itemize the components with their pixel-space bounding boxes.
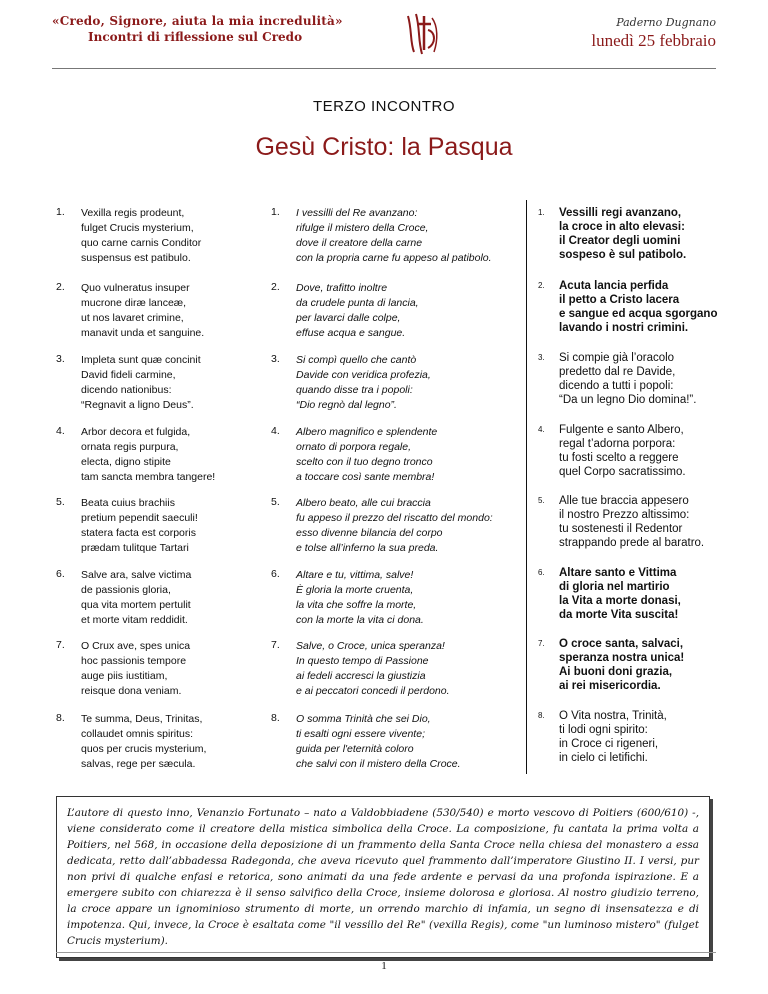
stanza-text: I vessilli del Re avanzano: rifulge il mistero della Croce, dove il creatore della carne con la propria carne fu appeso al patibolo. — [296, 207, 492, 264]
stanza-number: 8. — [271, 712, 280, 724]
stanza-number: 4. — [538, 425, 545, 434]
stanza-number: 6. — [56, 568, 65, 580]
stanza-text: Salve, o Croce, unica speranza! In questo tempo di Passione ai fedeli accresci la giustizia e ai peccatori concedi il perdono. — [296, 640, 450, 697]
stanza-text: O croce santa, salvaci, speranza nostra unica! Ai buoni doni grazia, ai rei misericordia. — [559, 638, 685, 692]
date: lunedì 25 febbraio — [591, 31, 716, 50]
stanza-text: Te summa, Deus, Trinitas, collaudet omnis spiritus: quos per crucis mysterium, salvas, rege per sæcula. — [81, 713, 207, 770]
stanza-text: O Crux ave, spes unica hoc passionis tempore auge piis iustitiam, reisque dona veniam. — [81, 640, 191, 697]
column-divider — [526, 200, 527, 774]
stanza-number: 2. — [538, 281, 545, 290]
stanza-text: Beata cuius brachiis pretium pependit saeculi! statera facta est corporis prædam tulitque Tartari — [81, 497, 198, 554]
stanza-text: Arbor decora et fulgida, ornata regis purpura, electa, digno stipite tam sancta membra tangere! — [81, 426, 216, 483]
header-series — [52, 14, 343, 44]
stanza-number: 5. — [271, 496, 280, 508]
stanza-text: Si compì quello che cantò Davide con veridica profezia, quando disse tra i popoli: “Dio regnò dal legno”. — [296, 354, 431, 411]
stanza-text: Acuta lancia perfida il petto a Cristo lacera e sangue ed acqua sgorgano lavando i nostri crimini. — [559, 280, 718, 334]
stanza-text: Alle tue braccia appesero il nostro Prezzo altissimo: tu sostenesti il Redentor strappando prede al baratro. — [559, 495, 705, 549]
stanza-text: Altare santo e Vittima di gloria nel martirio la Vita a morte donasi, da morte Vita suscita! — [559, 567, 681, 621]
stanza-number: 1. — [271, 206, 280, 218]
stanza-number: 2. — [56, 281, 65, 293]
stanza-text: Albero magnifico e splendente ornato di porpora regale, scelto con il tuo degno tronco a toccare così sante membra! — [296, 426, 438, 483]
stanza-number: 2. — [271, 281, 280, 293]
stanza-number: 7. — [538, 639, 545, 648]
stanza-number: 3. — [271, 353, 280, 365]
stanza-number: 4. — [271, 425, 280, 437]
stanza-number: 5. — [56, 496, 65, 508]
stanza-number: 8. — [56, 712, 65, 724]
stanza-text: Si compie già l’oracolo predetto dal re Davide, dicendo a tutti i popoli: “Da un legno Dio domina!”. — [559, 352, 697, 406]
stanza-number: 7. — [56, 639, 65, 651]
stanza-number: 1. — [538, 208, 545, 217]
stanza-text: Vexilla regis prodeunt, fulget Crucis mysterium, quo carne carnis Conditor suspensus est patibulo. — [81, 207, 202, 264]
page-number: 1 — [381, 960, 387, 972]
stanza-number: 8. — [538, 711, 545, 720]
header-info — [591, 16, 716, 51]
stanza-number: 7. — [271, 639, 280, 651]
stanza-text: Salve ara, salve victima de passionis gloria, qua vita mortem pertulit et morte vitam reddidit. — [81, 569, 192, 626]
stanza-number: 3. — [56, 353, 65, 365]
stanza-text: Quo vulneratus insuper mucrone diræ lanceæ, ut nos lavaret crimine, manavit unda et sanguine. — [81, 282, 205, 339]
stanza-text: Albero beato, alle cui braccia fu appeso il prezzo del riscatto del mondo: esso divenne bilancia del corpo e tolse all’inferno la sua preda. — [296, 497, 493, 554]
stanza-text: Dove, trafitto inoltre da crudele punta di lancia, per lavarci dalle colpe, effuse acqua e sangue. — [296, 282, 419, 339]
parish-logo-icon — [402, 10, 442, 58]
stanza-text: O Vita nostra, Trinità, ti lodi ogni spirito: in Croce ci rigeneri, in cielo ci letifichi. — [559, 710, 667, 764]
header-divider — [52, 68, 716, 69]
stanza-text: Fulgente e santo Albero, regal t’adorna porpora: tu fosti scelto a reggere quel Corpo sacratissimo. — [559, 424, 686, 478]
footer-divider — [56, 952, 716, 953]
page-title: Gesù Cristo: la Pasqua — [255, 133, 513, 161]
stanza-number: 6. — [538, 568, 545, 577]
stanza-text: Altare e tu, vittima, salve! È gloria la morte cruenta, la vita che soffre la morte, con la morte la vita ci dona. — [296, 569, 424, 626]
stanza-text: O somma Trinità che sei Dio, ti esalti ogni essere vivente; guida per l'eternità coloro che salvi con il mistero della Croce. — [296, 713, 461, 770]
author-note: L’autore di questo inno, Venanzio Fortunato – nato a Valdobbiadene (530/540) e morto vescovo di Poitiers (600/610) -, viene considerato come il creatore della mistica simbolica della Croce. La composizione, fu cantata la prima volta a Poitiers, nel 568, in occasione della deposizione di un frammento della Santa Croce nella chiesa del monastero a essa dedicata, retto dall’abbadessa Radegonda, che aveva ricevuto quel frammento dall’imperatore Giustino II. I versi, pur non privi di qualche enfasi e retorica, sono animati da una fede ardente e pervasi da una profonda ispirazione. E a emergere subito con chiarezza è il senso salvifico della Croce, insieme dolorosa e gloriosa. Al nostro giudizio terreno, la croce appare un ignominioso strumento di morte, un orrendo marchio di infamia, un segno di insensatezza e di impotenza. Qui, invece, la Croce è esaltata come "il vessillo del Re" (vexilla Regis), come "un luminoso mistero" (fulget Crucis mysterium). — [56, 796, 710, 958]
stanza-number: 3. — [538, 353, 545, 362]
stanza-number: 5. — [538, 496, 545, 505]
stanza-number: 1. — [56, 206, 65, 218]
stanza-text: Vessilli regi avanzano, la croce in alto elevasi: il Creator degli uomini sospeso è sul patibolo. — [559, 207, 687, 261]
stanza-number: 6. — [271, 568, 280, 580]
series-title: «Credo, Signore, aiuta la mia incredulità» — [52, 14, 343, 28]
meeting-subtitle: TERZO INCONTRO — [313, 98, 455, 115]
stanza-number: 4. — [56, 425, 65, 437]
place: Paderno Dugnano — [616, 16, 716, 29]
stanza-text: Impleta sunt quæ concinit David fideli carmine, dicendo nationibus: “Regnavit a ligno Deus”. — [81, 354, 201, 411]
series-subtitle: Incontri di riflessione sul Credo — [88, 30, 303, 44]
